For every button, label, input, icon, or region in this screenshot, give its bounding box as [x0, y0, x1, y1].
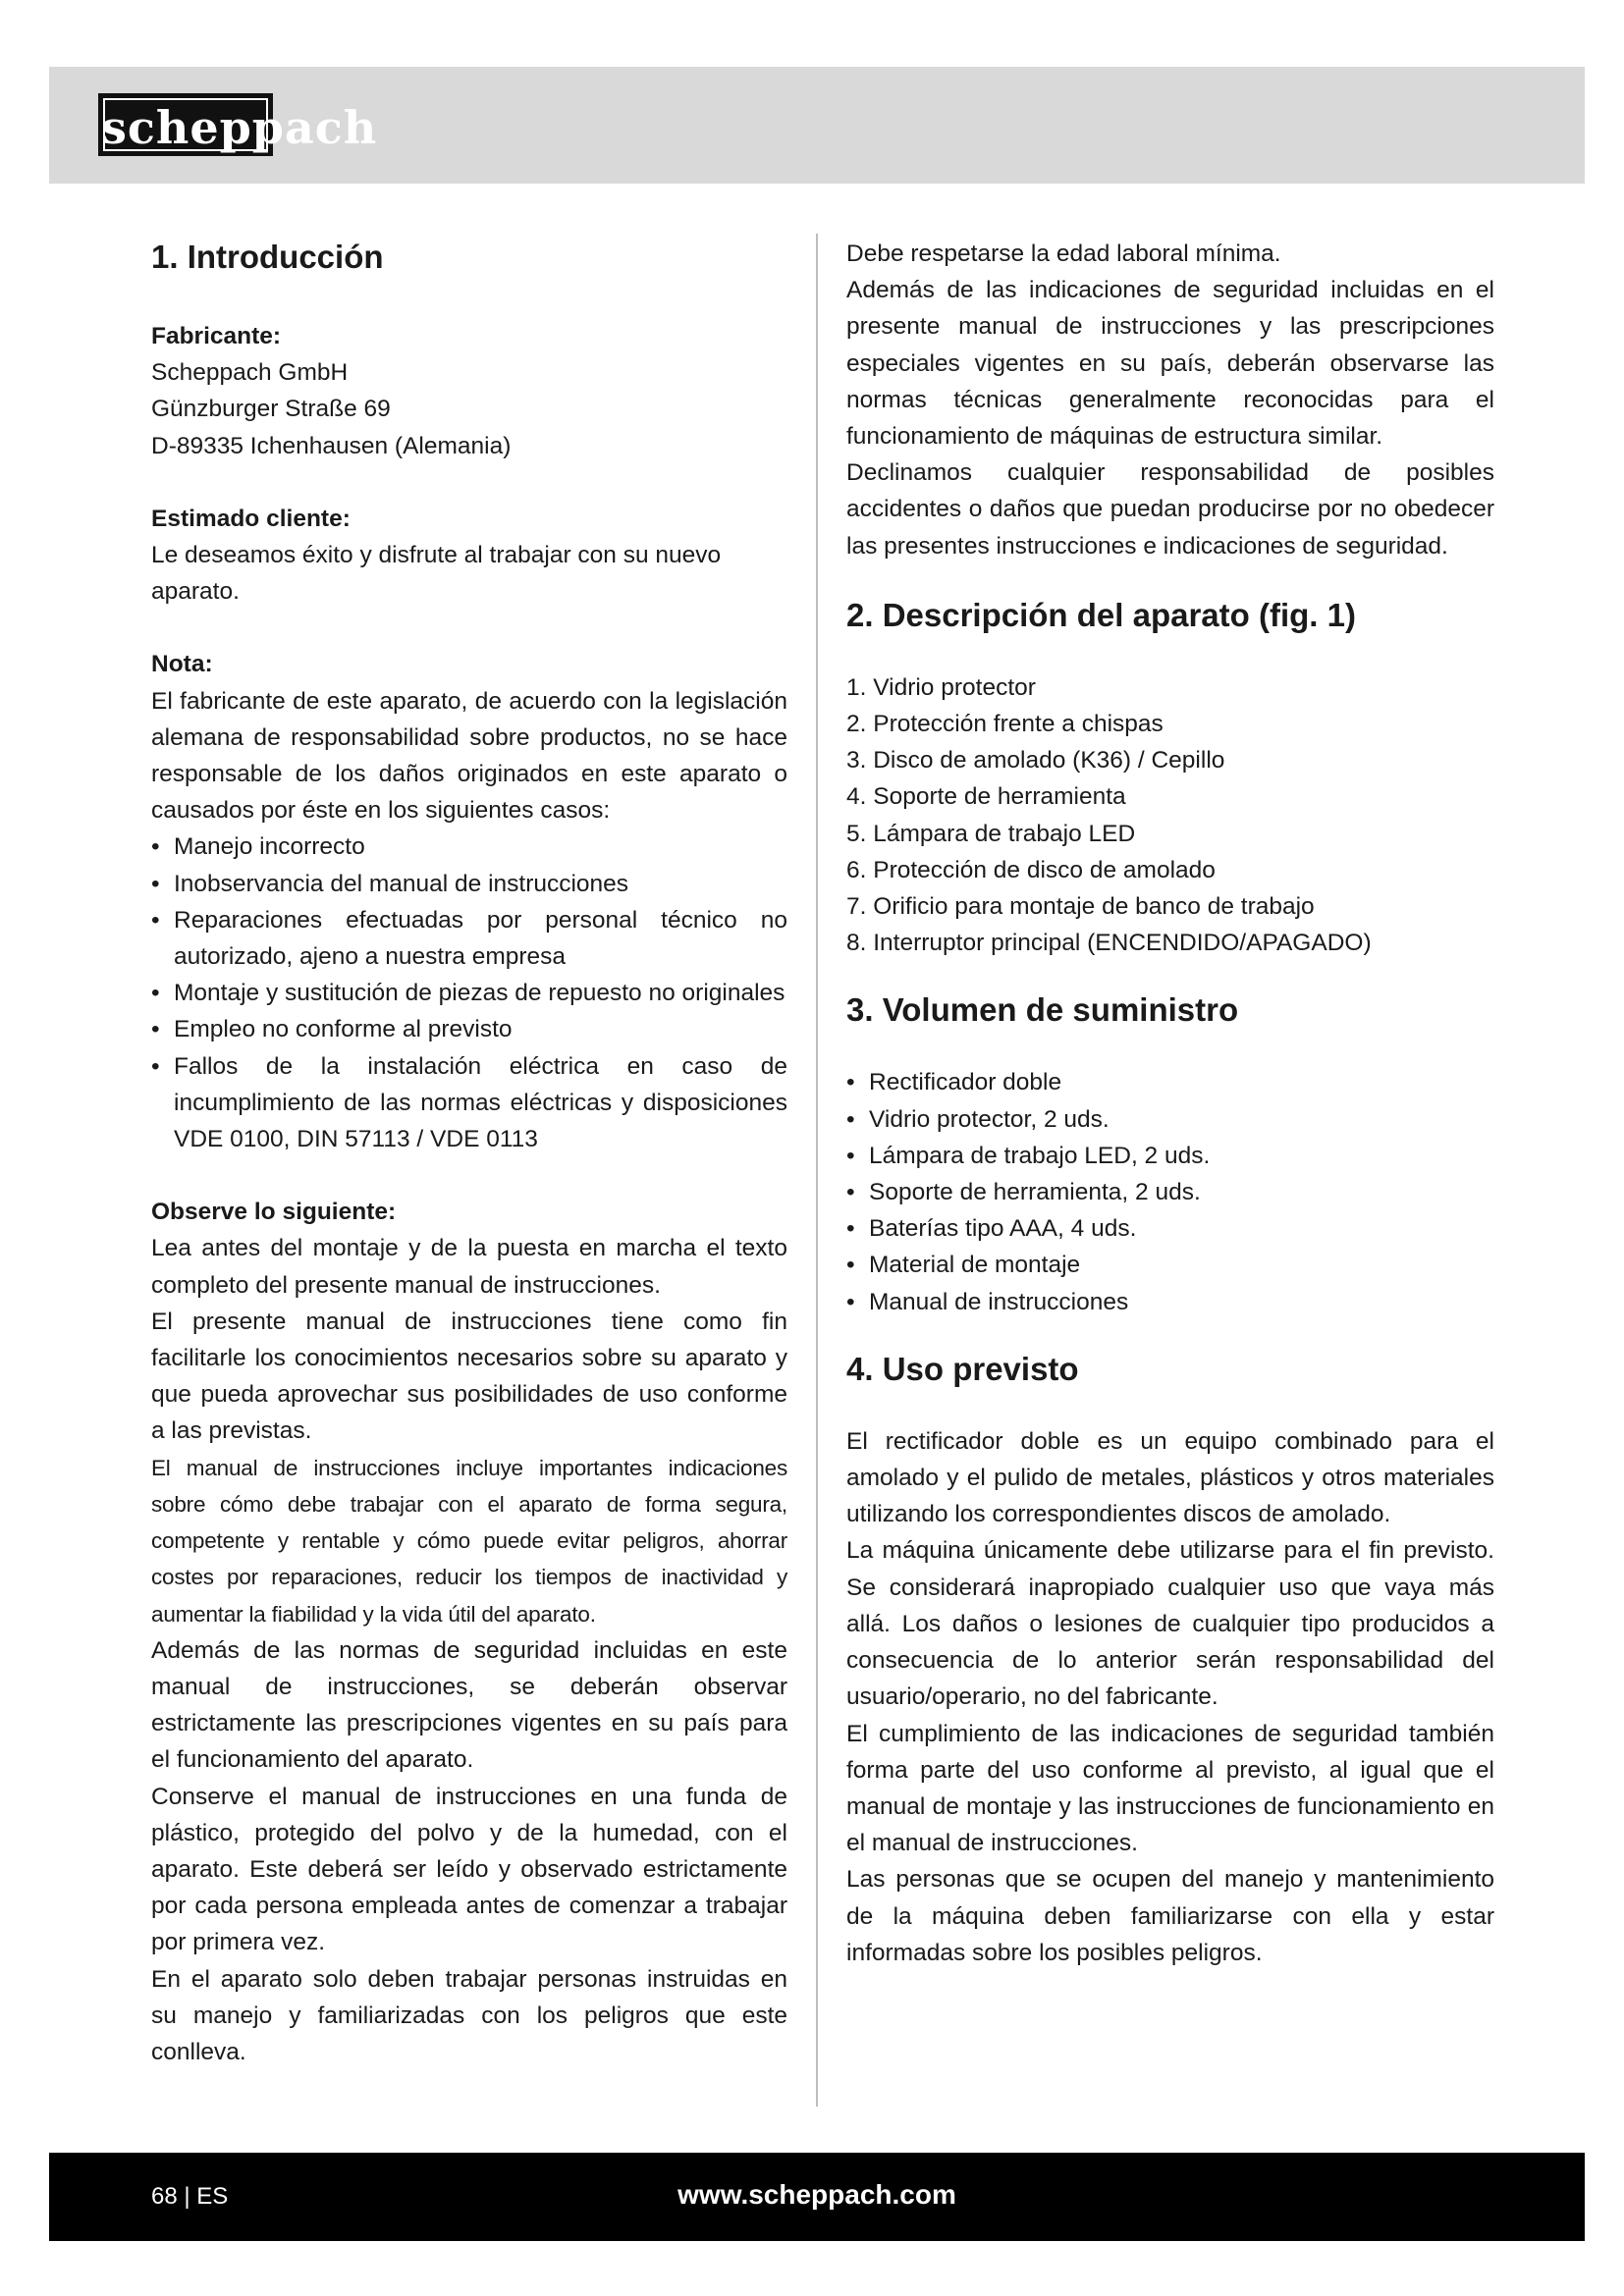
observe-paragraph: En el aparato solo deben trabajar personas instruidas en su manejo y familiarizadas con los peligros que este conlleva. [151, 1965, 787, 2065]
footer-band [49, 2153, 1585, 2241]
list-item: 1. Vidrio protector [846, 673, 1036, 701]
use-paragraph: El rectificador doble es un equipo combinado para el amolado y el pulido de metales, plásticos y otros materiales utilizando los correspondientes discos de amolado. [846, 1427, 1494, 1528]
scheppach-logo: scheppach [98, 93, 273, 156]
use-paragraph: El cumplimiento de las indicaciones de seguridad también forma parte del uso conforme al previsto, al igual que el manual de montaje y las instrucciones de funcionamiento en el manual de instrucciones. [846, 1720, 1494, 1857]
list-item: • Material de montaje [846, 1247, 1494, 1283]
observe-paragraph: El presente manual de instrucciones tiene como fin facilitarle los conocimientos necesarios sobre su aparato y que pueda aprovechar sus posibilidades de uso conforme a las previstas. [151, 1308, 787, 1445]
manufacturer-line: Günzburger Straße 69 [151, 396, 391, 423]
intro-paragraph: Declinamos cualquier responsabilidad de posibles accidentes o daños que puedan producirse por no obedecer las presentes instrucciones e indicaciones de seguridad. [846, 459, 1494, 560]
note-label: Nota: [151, 651, 213, 678]
list-item: 2. Protección frente a chispas [846, 711, 1164, 738]
use-paragraph: Las personas que se ocupen del manejo y mantenimiento de la máquina deben familiarizarse con ella y estar informadas sobre los posibles peligros. [846, 1866, 1494, 1966]
note-text: El fabricante de este aparato, de acuerdo con la legislación alemana de responsabilidad sobre productos, no se hace responsable de los daños originados en este aparato o causados por éste en los siguientes casos: [151, 687, 787, 825]
liability-exclusions-list [151, 828, 787, 1157]
list-item: • Inobservancia del manual de instrucciones [151, 866, 787, 902]
dear-customer-label: Estimado cliente: [151, 505, 351, 532]
list-item: • Baterías tipo AAA, 4 uds. [846, 1210, 1494, 1247]
list-item: • Vidrio protector, 2 uds. [846, 1101, 1494, 1138]
observe-paragraph: Conserve el manual de instrucciones en una funda de plástico, protegido del polvo y de la humedad, con el aparato. Este deberá ser leído y observado estrictamente por cada persona empleada antes de comenzar a trabajar por primera vez. [151, 1783, 787, 1956]
list-item: • Reparaciones efectuadas por personal técnico no autorizado, ajeno a nuestra empresa [151, 902, 787, 975]
manufacturer-line: D-89335 Ichenhausen (Alemania) [151, 432, 512, 459]
list-item: • Soporte de herramienta, 2 uds. [846, 1174, 1494, 1210]
manufacturer-label: Fabricante: [151, 323, 282, 349]
parts-list [846, 669, 1494, 962]
list-item: 5. Lámpara de trabajo LED [846, 820, 1136, 847]
list-item: • Lámpara de trabajo LED, 2 uds. [846, 1138, 1494, 1174]
right-column [846, 236, 1494, 1971]
section-title-supply: 3. Volumen de suministro [846, 991, 1239, 1029]
section-title-introduction: 1. Introducción [151, 239, 384, 275]
observe-paragraph: Además de las normas de seguridad incluidas en este manual de instrucciones, se deberán observar estrictamente las prescripciones vigentes en su país para el funcionamiento del aparato. [151, 1636, 787, 1774]
left-column [151, 236, 787, 2070]
observe-paragraph: Lea antes del montaje y de la puesta en marcha el texto completo del presente manual de instrucciones. [151, 1235, 787, 1299]
dear-customer-text: Le deseamos éxito y disfrute al trabajar con su nuevo aparato. [151, 542, 722, 606]
list-item: 8. Interruptor principal (ENCENDIDO/APAGADO) [846, 930, 1372, 957]
list-item: 4. Soporte de herramienta [846, 783, 1126, 811]
website-link[interactable]: www.scheppach.com [677, 2179, 956, 2210]
manufacturer-line: Scheppach GmbH [151, 359, 349, 387]
list-item: • Fallos de la instalación eléctrica en caso de incumplimiento de las normas eléctricas y disposiciones VDE 0100, DIN 57113 / VDE 0113 [151, 1048, 787, 1158]
observe-label: Observe lo siguiente: [151, 1199, 397, 1226]
observe-paragraph: El manual de instrucciones incluye importantes indicaciones sobre cómo debe trabajar con el aparato de forma segura, competente y rentable y cómo puede evitar peligros, ahorrar costes por reparaciones, reducir los tiempos de inactividad y aumentar la fiabilidad y la vida útil del aparato. [151, 1455, 787, 1627]
section-title-intended-use: 4. Uso previsto [846, 1350, 1079, 1387]
column-divider [816, 234, 818, 2107]
supply-list [846, 1064, 1494, 1319]
page-number: 68 | ES [151, 2183, 229, 2210]
intro-paragraph: Además de las indicaciones de seguridad incluidas en el presente manual de instrucciones y las prescripciones especiales vigentes en su país, deberán observarse las normas técnicas generalmente reconocidas para el funcionamiento de máquinas de estructura similar. [846, 277, 1494, 451]
list-item: • Manejo incorrecto [151, 828, 787, 865]
intro-paragraph: Debe respetarse la edad laboral mínima. [846, 240, 1281, 267]
header-band [49, 67, 1585, 184]
list-item: 7. Orificio para montaje de banco de trabajo [846, 893, 1315, 921]
list-item: • Empleo no conforme al previsto [151, 1011, 787, 1047]
list-item: 6. Protección de disco de amolado [846, 856, 1216, 883]
section-title-description: 2. Descripción del aparato (fig. 1) [846, 596, 1356, 633]
list-item: • Manual de instrucciones [846, 1284, 1494, 1320]
list-item: • Montaje y sustitución de piezas de repuesto no originales [151, 975, 787, 1011]
list-item: 3. Disco de amolado (K36) / Cepillo [846, 747, 1225, 774]
list-item: • Rectificador doble [846, 1064, 1494, 1100]
use-paragraph: La máquina únicamente debe utilizarse para el fin previsto. Se considerará inapropiado cualquier uso que vaya más allá. Los daños o lesiones de cualquier tipo producidos a consecuencia de lo anterior serán responsabilidad del usuario/operario, no del fabricante. [846, 1537, 1494, 1711]
